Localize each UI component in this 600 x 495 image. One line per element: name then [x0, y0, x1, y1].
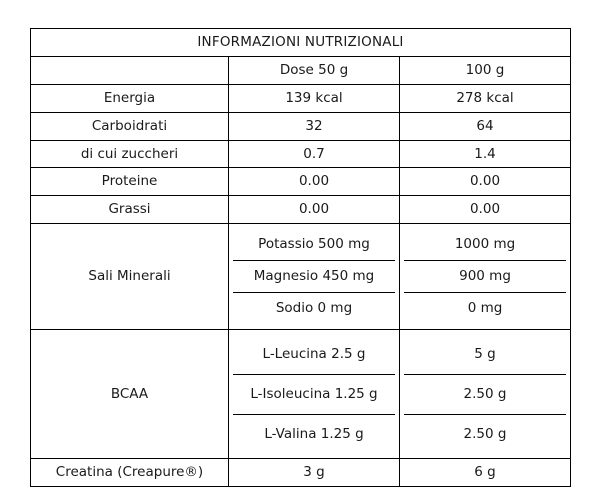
minerals-per100-stack — [404, 229, 566, 324]
bcaa-dose-group — [229, 329, 400, 459]
header-label-blank — [31, 56, 229, 84]
row-label-zuccheri: di cui zuccheri — [31, 140, 229, 168]
row-dose-energia: 139 kcal — [229, 84, 400, 112]
row-label-carboidrati: Carboidrati — [31, 112, 229, 140]
row-per100-zuccheri: 1.4 — [400, 140, 571, 168]
table-row — [31, 168, 571, 196]
minerals-dose-potassio: Potassio 500 mg — [233, 229, 395, 261]
header-per100: 100 g — [400, 56, 571, 84]
minerals-dose-group — [229, 224, 400, 330]
table-row-minerals — [31, 224, 571, 330]
table-row-title — [31, 29, 571, 57]
row-per100-carboidrati: 64 — [400, 112, 571, 140]
row-label-creatina: Creatina (Creapure®) — [31, 459, 229, 487]
row-per100-energia: 278 kcal — [400, 84, 571, 112]
bcaa-per100-group — [400, 329, 571, 459]
row-label-bcaa: BCAA — [31, 329, 229, 459]
row-label-grassi: Grassi — [31, 196, 229, 224]
row-per100-grassi: 0.00 — [400, 196, 571, 224]
table-row — [31, 112, 571, 140]
bcaa-dose-leucina: L-Leucina 2.5 g — [233, 335, 395, 375]
minerals-per100-potassio: 1000 mg — [404, 229, 566, 261]
row-per100-proteine: 0.00 — [400, 168, 571, 196]
minerals-per100-group — [400, 224, 571, 330]
minerals-per100-magnesio: 900 mg — [404, 261, 566, 293]
row-label-sali-minerali: Sali Minerali — [31, 224, 229, 330]
bcaa-per100-leucina: 5 g — [404, 335, 566, 375]
minerals-dose-sodio: Sodio 0 mg — [275, 299, 353, 316]
bcaa-dose-stack — [233, 335, 395, 454]
nutrition-table — [30, 28, 571, 487]
bcaa-dose-isoleucina: L-Isoleucina 1.25 g — [233, 375, 395, 415]
table-row — [31, 196, 571, 224]
table-row — [31, 140, 571, 168]
bcaa-per100-isoleucina: 2.50 g — [404, 375, 566, 415]
header-dose: Dose 50 g — [229, 56, 400, 84]
row-dose-grassi: 0.00 — [229, 196, 400, 224]
minerals-dose-stack — [233, 229, 395, 324]
table-row-creatine — [31, 459, 571, 487]
bcaa-per100-stack — [404, 335, 566, 454]
row-dose-creatina: 3 g — [229, 459, 400, 487]
bcaa-per100-valina: 2.50 g — [463, 425, 507, 442]
row-label-proteine: Proteine — [31, 168, 229, 196]
table-title: INFORMAZIONI NUTRIZIONALI — [31, 29, 571, 57]
minerals-dose-magnesio: Magnesio 450 mg — [233, 261, 395, 293]
row-label-energia: Energia — [31, 84, 229, 112]
row-dose-carboidrati: 32 — [229, 112, 400, 140]
row-dose-zuccheri: 0.7 — [229, 140, 400, 168]
row-per100-creatina: 6 g — [400, 459, 571, 487]
table-row-bcaa — [31, 329, 571, 459]
minerals-per100-sodio: 0 mg — [467, 299, 503, 316]
table-row-header — [31, 56, 571, 84]
table-row — [31, 84, 571, 112]
row-dose-proteine: 0.00 — [229, 168, 400, 196]
bcaa-dose-valina: L-Valina 1.25 g — [264, 425, 364, 442]
